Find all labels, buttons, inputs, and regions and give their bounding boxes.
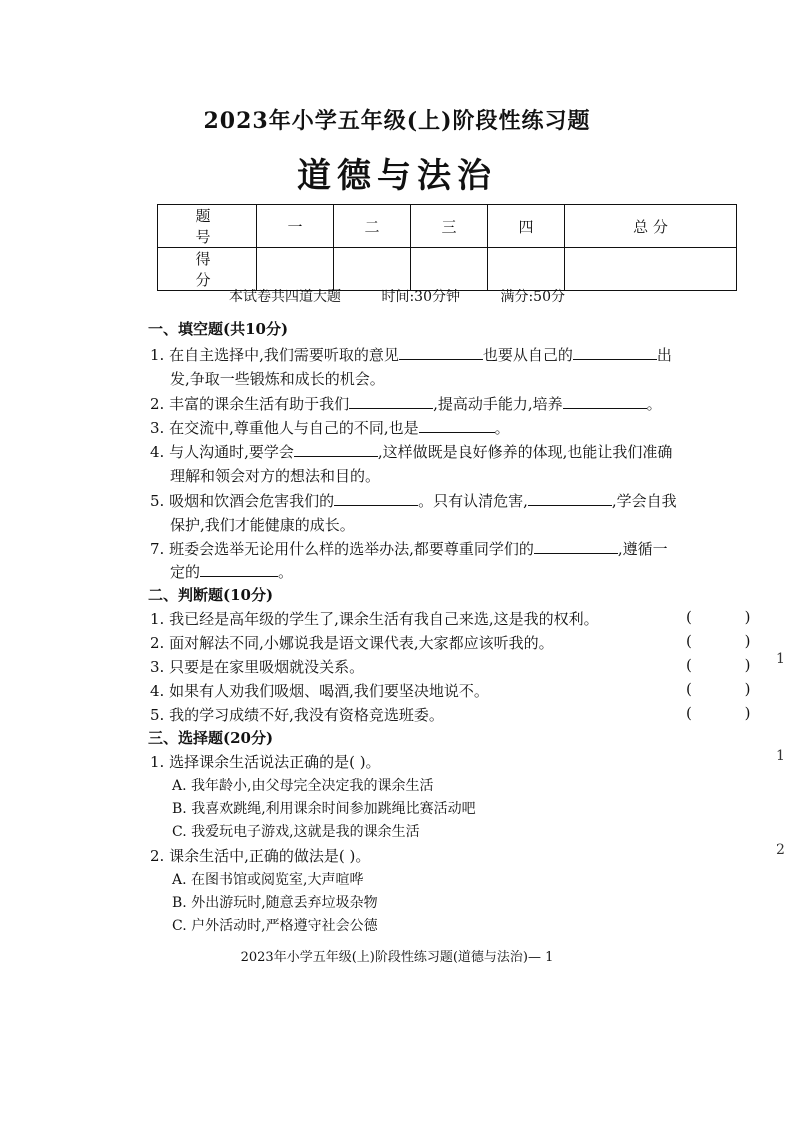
score-cell-section-2 <box>333 248 410 291</box>
q7-text-c: 定的 <box>170 563 201 581</box>
score-table <box>157 204 737 291</box>
choice-question-1-option-c: C. 我爱玩电子游戏,这就是我的课余生活 <box>172 824 420 840</box>
answer-blank <box>334 491 418 506</box>
q4-text-b: ,这样做既是良好修养的体现,也能让我们准确 <box>377 443 673 461</box>
judge-question-2: 2. 面对解法不同,小娜说我是语文课代表,大家都应该听我的。 <box>150 634 554 652</box>
q2-text-b: ,提高动手能力,培养 <box>433 395 563 413</box>
section-1-title: 一、填空题(共10分) <box>148 320 289 338</box>
score-cell-section-4 <box>487 248 564 291</box>
q3-text-b: 。 <box>494 419 510 437</box>
choice-question-1-stem: 1. 选择课余生活说法正确的是( )。 <box>150 753 381 771</box>
answer-parentheses: ( ) <box>686 632 775 650</box>
choice-question-2-option-c: C. 户外活动时,严格遵守社会公德 <box>172 918 378 934</box>
score-row-label: 得 分 <box>158 248 257 291</box>
judge-question-5: 5. 我的学习成绩不好,我没有资格竞选班委。 <box>150 706 444 724</box>
section-2-title: 二、判断题(10分) <box>148 586 274 604</box>
q5-text-a: 5. 吸烟和饮酒会危害我们的 <box>150 492 335 510</box>
answer-blank <box>528 491 612 506</box>
fill-question-3 <box>150 417 510 438</box>
fill-question-1 <box>150 344 672 365</box>
fill-question-2 <box>150 393 662 414</box>
edge-mark: 2 <box>776 842 785 858</box>
answer-blank <box>349 394 433 409</box>
exam-full-score: 满分:50分 <box>500 289 565 305</box>
score-table-header-row <box>158 205 737 248</box>
q1-text-c: 出 <box>656 346 672 364</box>
fill-question-4 <box>150 441 672 462</box>
answer-parentheses: ( ) <box>686 704 775 722</box>
choice-question-2-option-b: B. 外出游玩时,随意丢弃垃圾杂物 <box>172 895 378 911</box>
q1-text-b: 也要从自己的 <box>482 346 573 364</box>
exam-info <box>0 286 794 306</box>
fill-question-7-cont <box>170 561 293 582</box>
header-cell-section-1: 一 <box>257 205 334 248</box>
q2-text-a: 2. 丰富的课余生活有助于我们 <box>150 395 350 413</box>
fill-question-5-cont: 保护,我们才能健康的成长。 <box>170 516 355 534</box>
answer-blank <box>399 345 483 360</box>
exam-subtitle: 2023年小学五年级(上)阶段性练习题 <box>203 108 591 134</box>
answer-blank <box>419 418 495 433</box>
answer-blank <box>200 562 278 577</box>
choice-question-2-stem: 2. 课余生活中,正确的做法是( )。 <box>150 847 371 865</box>
header-cell-question-number: 题 号 <box>158 205 257 248</box>
fill-question-5 <box>150 490 677 511</box>
answer-blank <box>534 539 618 554</box>
answer-blank <box>573 345 657 360</box>
judge-question-1: 1. 我已经是高年级的学生了,课余生活有我自己来选,这是我的权利。 <box>150 610 599 628</box>
answer-parentheses: ( ) <box>686 608 775 626</box>
exam-structure: 本试卷共四道大题 <box>229 289 342 305</box>
exam-time: 时间:30分钟 <box>381 289 460 305</box>
q5-text-c: ,学会自我 <box>611 492 677 510</box>
choice-question-2-option-a: A. 在图书馆或阅览室,大声喧哗 <box>172 872 364 888</box>
fill-question-1-cont: 发,争取一些锻炼和成长的机会。 <box>170 370 385 388</box>
q3-text-a: 3. 在交流中,尊重他人与自己的不同,也是 <box>150 419 419 437</box>
score-cell-section-1 <box>257 248 334 291</box>
answer-blank <box>294 442 378 457</box>
header-cell-section-4: 四 <box>487 205 564 248</box>
header-cell-total: 总 分 <box>564 205 736 248</box>
q7-text-b: ,遵循一 <box>617 540 668 558</box>
q1-text-a: 1. 在自主选择中,我们需要听取的意见 <box>150 346 399 364</box>
answer-parentheses: ( ) <box>686 680 775 698</box>
judge-question-3: 3. 只要是在家里吸烟就没关系。 <box>150 658 365 676</box>
fill-question-7 <box>150 538 668 559</box>
q7-text-d: 。 <box>278 563 294 581</box>
section-3-title: 三、选择题(20分) <box>148 729 274 747</box>
edge-mark: 1 <box>776 651 785 667</box>
q2-text-c: 。 <box>646 395 662 413</box>
q4-text-a: 4. 与人沟通时,要学会 <box>150 443 294 461</box>
q7-text-a: 7. 班委会选举无论用什么样的选举办法,都要尊重同学们的 <box>150 540 534 558</box>
header-cell-section-2: 二 <box>333 205 410 248</box>
answer-blank <box>563 394 647 409</box>
judge-question-4: 4. 如果有人劝我们吸烟、喝酒,我们要坚决地说不。 <box>150 682 489 700</box>
q5-text-b: 。只有认清危害, <box>418 492 528 510</box>
exam-title: 道德与法治 <box>297 156 497 196</box>
fill-question-4-cont: 理解和领会对方的想法和目的。 <box>170 467 381 485</box>
page-footer: 2023年小学五年级(上)阶段性练习题(道德与法治)— 1 <box>240 950 554 965</box>
choice-question-1-option-b: B. 我喜欢跳绳,利用课余时间参加跳绳比赛活动吧 <box>172 801 476 817</box>
choice-question-1-option-a: A. 我年龄小,由父母完全决定我的课余生活 <box>172 778 434 794</box>
edge-mark: 1 <box>776 748 785 764</box>
answer-parentheses: ( ) <box>686 656 775 674</box>
score-cell-section-3 <box>410 248 487 291</box>
header-cell-section-3: 三 <box>410 205 487 248</box>
score-cell-total <box>564 248 736 291</box>
score-table-score-row <box>158 248 737 291</box>
